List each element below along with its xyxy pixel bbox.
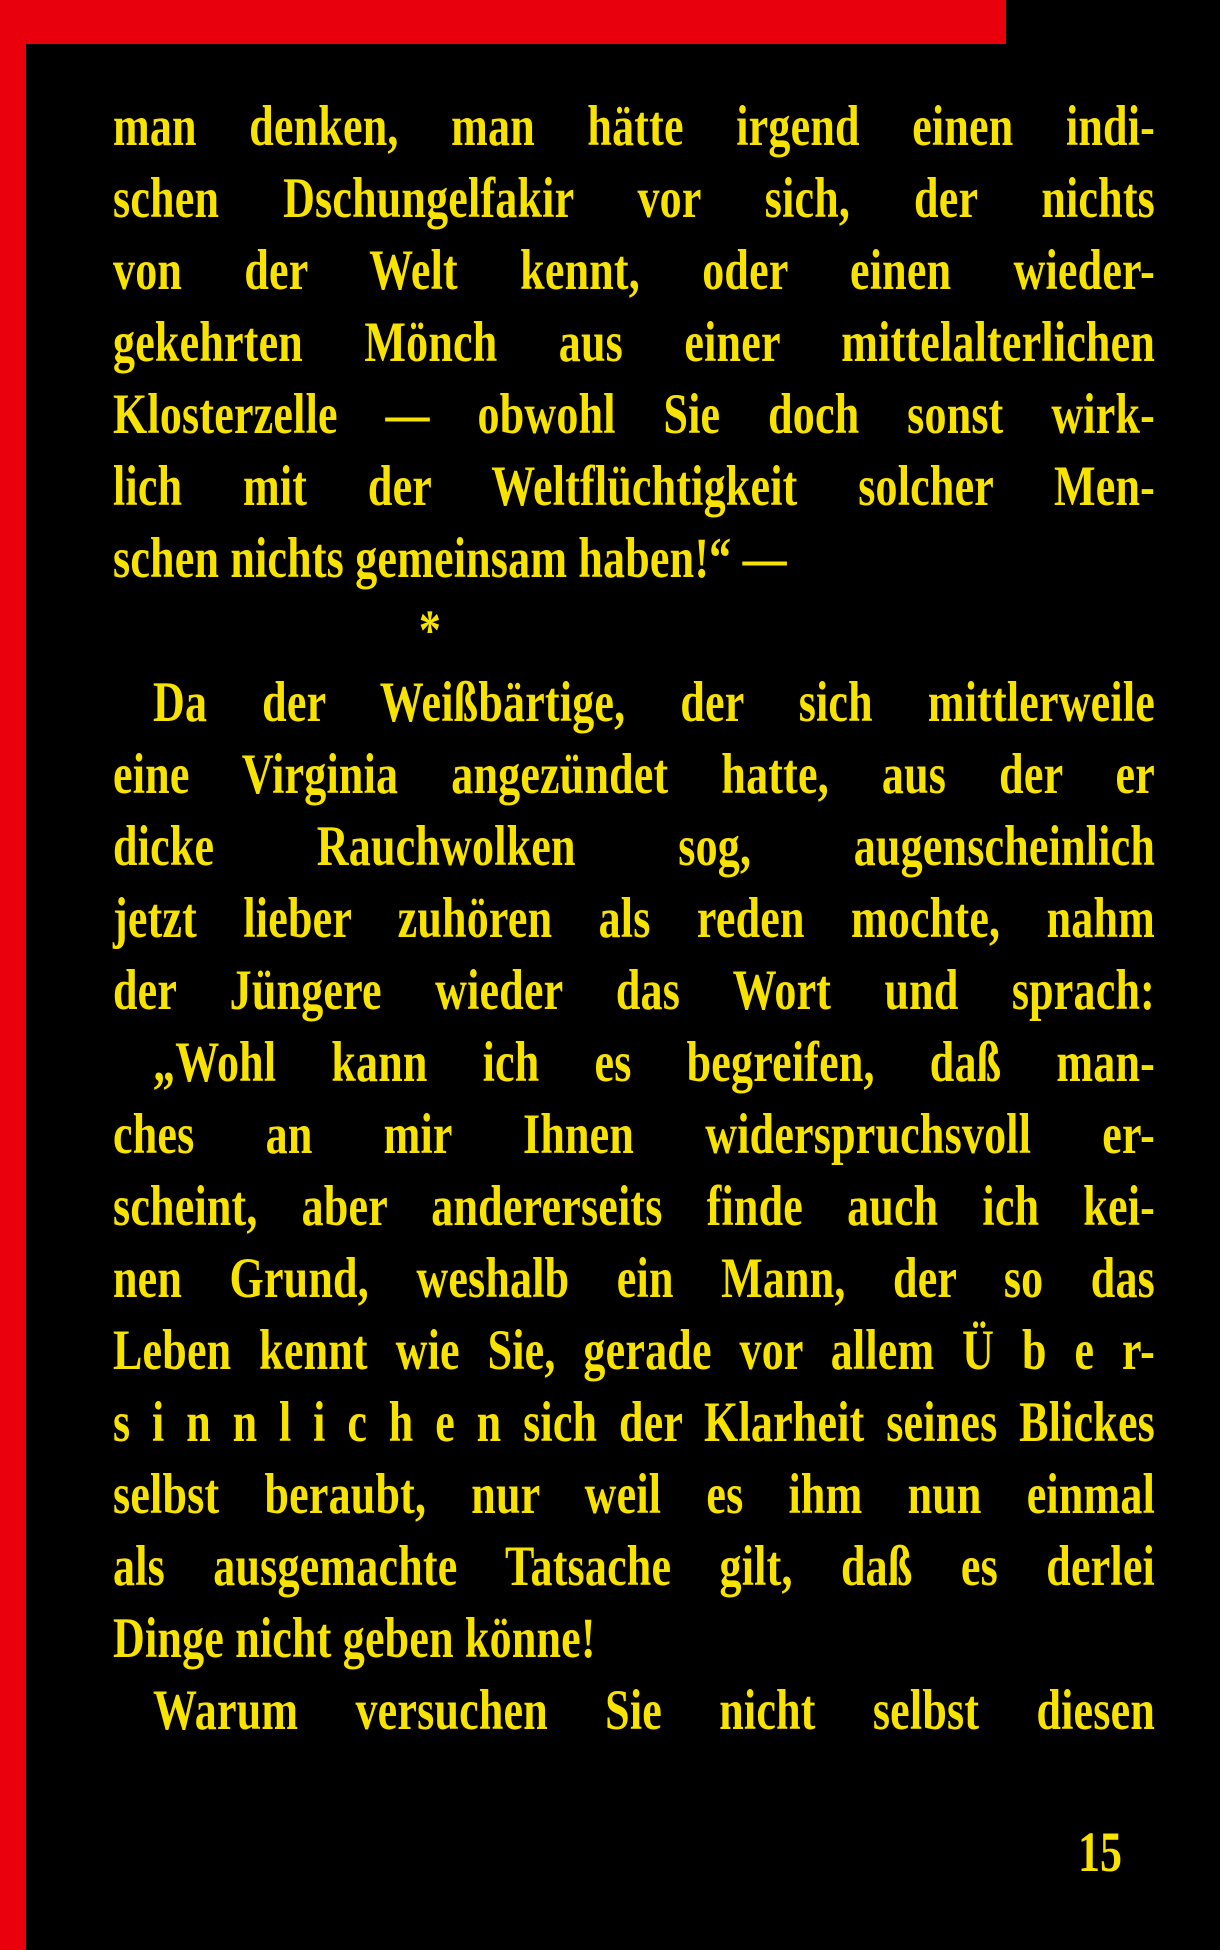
text-line: der Jüngere wieder das Wort und sprach: <box>113 958 1155 1023</box>
page-edge-left-stripe <box>0 0 26 1950</box>
text-line: „Wohl kann ich es begreifen, daß man- <box>153 1030 1155 1095</box>
text-line: man denken, man hätte irgend einen indi- <box>113 94 1155 159</box>
text-line: als ausgemachte Tatsache gilt, daß es derlei <box>113 1534 1155 1599</box>
text-line: nen Grund, weshalb ein Mann, der so das <box>113 1246 1155 1311</box>
page-number: 15 <box>1078 1820 1122 1885</box>
page-edge-top-stripe <box>0 0 1006 44</box>
text-line: s i n n l i c h e n sich der Klarheit seines Blickes <box>113 1390 1155 1455</box>
text-line: schen nichts gemeinsam haben!“ — <box>113 526 787 591</box>
text-line: Dinge nicht geben könne! <box>113 1606 596 1671</box>
text-line: ches an mir Ihnen widerspruchsvoll er- <box>113 1102 1155 1167</box>
text-line: dicke Rauchwolken sog, augenscheinlich <box>113 814 1155 879</box>
text-line: lich mit der Weltflüchtigkeit solcher Men- <box>113 454 1155 519</box>
section-separator: * <box>418 598 442 663</box>
text-line: jetzt lieber zuhören als reden mochte, nahm <box>113 886 1155 951</box>
text-block <box>113 91 1155 1747</box>
text-line: selbst beraubt, nur weil es ihm nun einmal <box>113 1462 1155 1527</box>
text-line: gekehrten Mönch aus einer mittelalterlichen <box>113 310 1155 375</box>
text-line: Da der Weißbärtige, der sich mittlerweile <box>153 670 1155 735</box>
text-line: Klosterzelle — obwohl Sie doch sonst wirk- <box>113 382 1155 447</box>
text-line: eine Virginia angezündet hatte, aus der er <box>113 742 1155 807</box>
text-line: von der Welt kennt, oder einen wieder- <box>113 238 1155 303</box>
text-line: schen Dschungelfakir vor sich, der nichts <box>113 166 1155 231</box>
text-line: scheint, aber andererseits finde auch ich kei- <box>113 1174 1155 1239</box>
text-line: Warum versuchen Sie nicht selbst diesen <box>153 1678 1155 1743</box>
text-line: Leben kennt wie Sie, gerade vor allem Ü b e r- <box>113 1318 1155 1383</box>
